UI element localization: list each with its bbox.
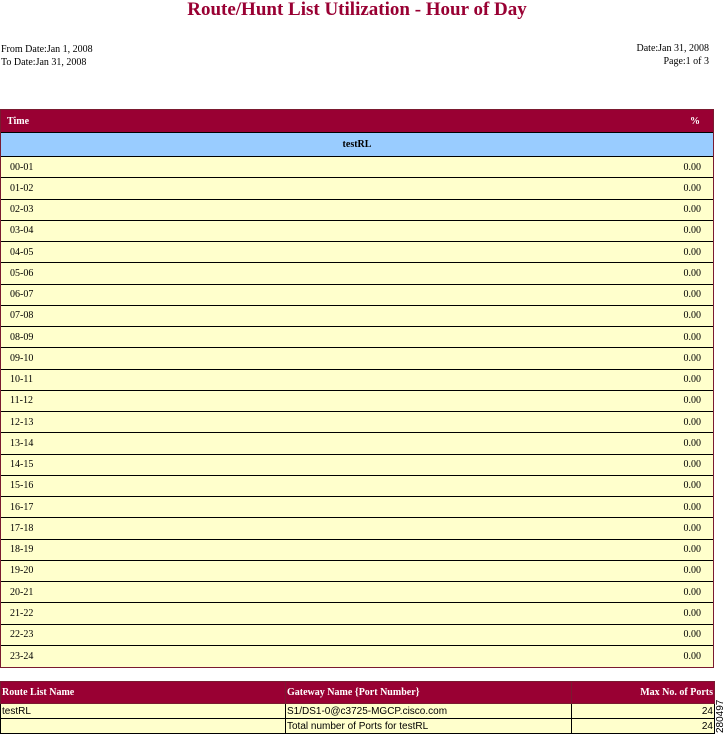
table-row (1, 704, 715, 719)
table-row (1, 412, 713, 433)
table-row (1, 561, 713, 582)
hour-range: 22-23 (10, 629, 34, 641)
table-row-total (1, 719, 715, 734)
hour-range: 19-20 (10, 565, 34, 577)
hour-range: 23-24 (10, 650, 34, 662)
hour-range: 02-03 (10, 204, 34, 216)
ports-table-header (1, 682, 715, 704)
gateway-total-label: Total number of Ports for testRL (286, 719, 572, 734)
table-row (1, 582, 713, 603)
to-date: To Date:Jan 31, 2008 (1, 57, 87, 68)
table-row (1, 306, 713, 327)
hour-range: 01-02 (10, 182, 34, 194)
table-row (1, 370, 713, 391)
total-ports: 24 (572, 719, 715, 734)
hour-range: 17-18 (10, 522, 34, 534)
hour-range: 07-08 (10, 310, 34, 322)
hour-range: 03-04 (10, 225, 34, 237)
table-row (1, 285, 713, 306)
report-title: Route/Hunt List Utilization - Hour of Day (187, 0, 527, 20)
hour-range: 15-16 (10, 480, 34, 492)
utilization-percent: 0.00 (683, 459, 701, 471)
table-row (1, 348, 713, 369)
utilization-percent: 0.00 (683, 331, 701, 343)
hour-range: 12-13 (10, 416, 34, 428)
table-row (1, 625, 713, 646)
utilization-percent: 0.00 (683, 204, 701, 216)
utilization-percent: 0.00 (683, 522, 701, 534)
hour-range: 00-01 (10, 161, 34, 173)
utilization-percent: 0.00 (683, 289, 701, 301)
table-row (1, 476, 713, 497)
table-row (1, 497, 713, 518)
column-header-max-ports: Max No. of Ports (572, 682, 715, 704)
table-row (1, 327, 713, 348)
utilization-percent: 0.00 (683, 650, 701, 662)
column-header-time: Time (7, 115, 30, 127)
hour-range: 05-06 (10, 267, 34, 279)
utilization-percent: 0.00 (683, 501, 701, 513)
table-row (1, 178, 713, 199)
utilization-percent: 0.00 (683, 374, 701, 386)
route-list-name: testRL (1, 704, 286, 719)
hour-range: 09-10 (10, 352, 34, 364)
hour-range: 04-05 (10, 246, 34, 258)
column-header-route-list: Route List Name (1, 682, 286, 704)
hour-range: 21-22 (10, 607, 34, 619)
table-row (1, 603, 713, 624)
table-row (1, 540, 713, 561)
report-info (637, 42, 710, 68)
hour-range: 13-14 (10, 437, 34, 449)
utilization-percent: 0.00 (683, 246, 701, 258)
table-row (1, 518, 713, 539)
group-row (1, 133, 713, 157)
group-name: testRL (342, 139, 372, 150)
hour-range: 20-21 (10, 586, 34, 598)
figure-id: 280497 (715, 699, 726, 733)
table-row (1, 455, 713, 476)
hour-range: 16-17 (10, 501, 34, 513)
hour-range: 18-19 (10, 544, 34, 556)
table-row (1, 646, 713, 667)
utilization-percent: 0.00 (683, 225, 701, 237)
table-row (1, 200, 713, 221)
report-date: Date:Jan 31, 2008 (636, 43, 709, 54)
hour-range: 06-07 (10, 289, 34, 301)
hour-range: 14-15 (10, 459, 34, 471)
table-row (1, 221, 713, 242)
table-row (1, 242, 713, 263)
utilization-percent: 0.00 (683, 437, 701, 449)
utilization-percent: 0.00 (683, 607, 701, 619)
hour-rows (1, 157, 713, 667)
utilization-percent: 0.00 (683, 586, 701, 598)
hour-range: 11-12 (10, 395, 33, 407)
utilization-percent: 0.00 (683, 395, 701, 407)
column-header-percent: % (690, 115, 700, 127)
ports-table (0, 681, 715, 734)
utilization-percent: 0.00 (683, 310, 701, 322)
table-row (1, 263, 713, 284)
utilization-percent: 0.00 (683, 565, 701, 577)
utilization-percent: 0.00 (683, 416, 701, 428)
utilization-table (0, 109, 714, 668)
from-date: From Date:Jan 1, 2008 (1, 44, 93, 55)
utilization-percent: 0.00 (683, 352, 701, 364)
utilization-percent: 0.00 (683, 267, 701, 279)
hour-range: 08-09 (10, 331, 34, 343)
gateway-name: S1/DS1-0@c3725-MGCP.cisco.com (286, 704, 572, 719)
utilization-percent: 0.00 (683, 182, 701, 194)
utilization-percent: 0.00 (683, 544, 701, 556)
utilization-percent: 0.00 (683, 480, 701, 492)
utilization-percent: 0.00 (683, 161, 701, 173)
table-row (1, 391, 713, 412)
utilization-percent: 0.00 (683, 629, 701, 641)
table-row (1, 157, 713, 178)
hour-range: 10-11 (10, 374, 33, 386)
utilization-table-header (1, 110, 713, 133)
max-ports: 24 (572, 704, 715, 719)
column-header-gateway: Gateway Name {Port Number} (286, 682, 572, 704)
date-range (1, 43, 93, 69)
page-number: Page:1 of 3 (663, 56, 709, 67)
table-row (1, 433, 713, 454)
route-list-name (1, 719, 286, 734)
